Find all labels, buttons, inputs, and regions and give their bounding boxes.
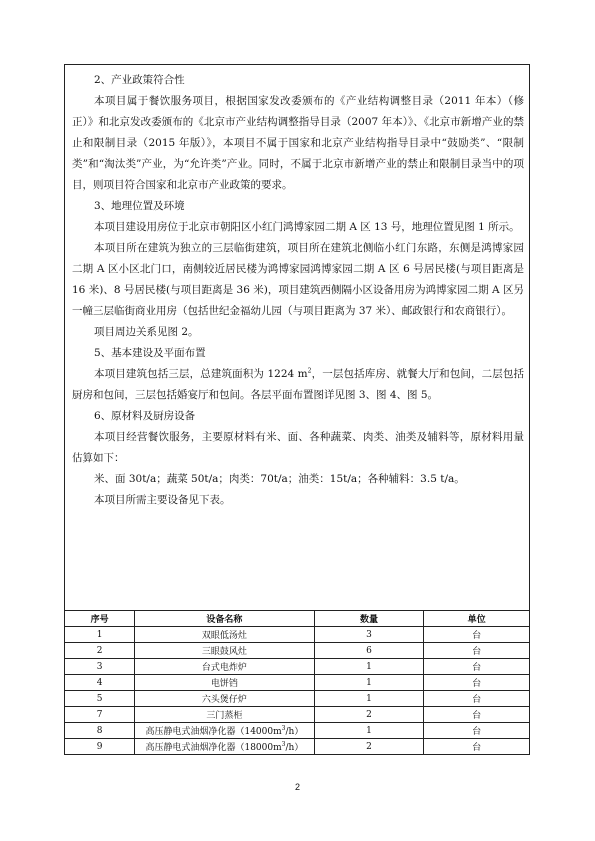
cell-name-a: 高压静电式油烟净化器（14000m — [145, 727, 282, 737]
section-3-paragraph-3: 项目周边关系见图 2。 — [94, 326, 199, 338]
table-row — [65, 627, 530, 643]
section-6-paragraph-1: 本项目经营餐饮服务，主要原材料有米、面、各种蔬菜、肉类、油类及辅料等，原材料用量估算如下： — [72, 431, 524, 464]
area-unit-superscript: 2 — [307, 367, 312, 375]
cell-no: 1 — [65, 627, 135, 643]
cell-unit: 台 — [424, 675, 530, 691]
cell-no: 7 — [65, 707, 135, 723]
cell-qty: 2 — [314, 739, 424, 755]
cell-no: 3 — [65, 659, 135, 675]
cell-unit: 台 — [424, 739, 530, 755]
cell-unit: 台 — [424, 659, 530, 675]
table-row — [65, 659, 530, 675]
cell-name: 六头煲仔炉 — [135, 691, 314, 707]
cell-name: 三眼鼓风灶 — [135, 643, 314, 659]
cell-qty: 2 — [314, 707, 424, 723]
cell-no: 4 — [65, 675, 135, 691]
section-5-paragraph — [72, 364, 524, 406]
cell-no: 5 — [65, 691, 135, 707]
cell-no: 2 — [65, 643, 135, 659]
cell-qty: 1 — [314, 691, 424, 707]
cell-unit: 台 — [424, 691, 530, 707]
cell-name-b: /h） — [285, 743, 304, 753]
equipment-table — [64, 610, 530, 755]
section-6-paragraph-3: 本项目所需主要设备见下表。 — [94, 494, 231, 506]
document-body — [72, 70, 524, 511]
cell-qty: 1 — [314, 723, 424, 739]
section-6-title: 6、原材料及厨房设备 — [94, 410, 196, 422]
cell-name-a: 高压静电式油烟净化器（18000m — [145, 743, 282, 753]
section-2-title: 2、产业政策符合性 — [94, 74, 185, 86]
cell-name: 电饼铛 — [135, 675, 314, 691]
cell-name: 三门蒸柜 — [135, 707, 314, 723]
table-row — [65, 675, 530, 691]
cell-name — [135, 739, 314, 755]
table-header-row — [65, 611, 530, 627]
section-3-title: 3、地理位置及环境 — [94, 200, 185, 212]
cubic-superscript: 3 — [281, 725, 286, 732]
cubic-superscript: 3 — [281, 741, 286, 748]
section-3-paragraph-2: 本项目所在建筑为独立的三层临街建筑，项目所在建筑北侧临小红门东路，东侧是鸿博家园二期 A 区小区北门口，南侧较近居民楼为鸿博家园鸿博家园二期 A 区 6 号居民楼(与项目距离是 16 米)、8 号居民楼(与项目距离是 36 米)，项目建筑西侧隔小区设备用房为鸿博家园二期 A 区另一幢三层临街商业用房（包括世纪金福幼儿园（与项目距离为 37 米）、邮政银行和农商银行）。 — [72, 242, 524, 317]
section-2-paragraph: 本项目属于餐饮服务项目，根据国家发改委颁布的《产业结构调整目录（2011 年本）（修正）》和北京发改委颁布的《北京市产业结构调整指导目录（2007 年本）》、《北京市新增产业的禁止和限制目录（2015 年版）》，本项目不属于国家和北京产业结构指导目录中“鼓励类”、“限制类”和“淘汰类”产业，为“允许类”产业。同时，不属于北京市新增产业的禁止和限制目录当中的项目，则项目符合国家和北京市产业政策的要求。 — [72, 95, 524, 191]
table-row — [65, 739, 530, 755]
table-row — [65, 643, 530, 659]
cell-qty: 1 — [314, 675, 424, 691]
table-row — [65, 723, 530, 739]
page-number: 2 — [294, 782, 300, 792]
cell-name-b: /h） — [285, 727, 304, 737]
cell-unit: 台 — [424, 643, 530, 659]
cell-name: 双眼低汤灶 — [135, 627, 314, 643]
cell-unit: 台 — [424, 723, 530, 739]
header-no: 序号 — [65, 611, 135, 627]
section-3-paragraph-1: 本项目建设用房位于北京市朝阳区小红门鸿博家园二期 A 区 13 号，地理位置见图 1 所示。 — [94, 221, 520, 233]
cell-qty: 6 — [314, 643, 424, 659]
cell-name: 台式电炸炉 — [135, 659, 314, 675]
section-5-text-b: ，一层包括库房、就餐大厅和包间，二层包括厨房和包间，三层包括婚宴厅和包间。各层平面布置图详见图 3、图 4、图 5。 — [72, 368, 525, 401]
cell-qty: 3 — [314, 627, 424, 643]
cell-name — [135, 723, 314, 739]
cell-unit: 台 — [424, 707, 530, 723]
section-5-text-a: 本项目建筑包括三层，总建筑面积为 1224 m — [94, 368, 308, 380]
section-5-title: 5、基本建设及平面布置 — [94, 347, 206, 359]
table-row — [65, 691, 530, 707]
header-qty: 数量 — [314, 611, 424, 627]
section-6-paragraph-2: 米、面 30t/a；蔬菜 50t/a；肉类：70t/a；油类：15t/a；各种辅料：3.5 t/a。 — [94, 473, 465, 485]
cell-qty: 1 — [314, 659, 424, 675]
header-unit: 单位 — [424, 611, 530, 627]
table-row — [65, 707, 530, 723]
cell-unit: 台 — [424, 627, 530, 643]
cell-no: 8 — [65, 723, 135, 739]
header-name: 设备名称 — [135, 611, 314, 627]
cell-no: 9 — [65, 739, 135, 755]
